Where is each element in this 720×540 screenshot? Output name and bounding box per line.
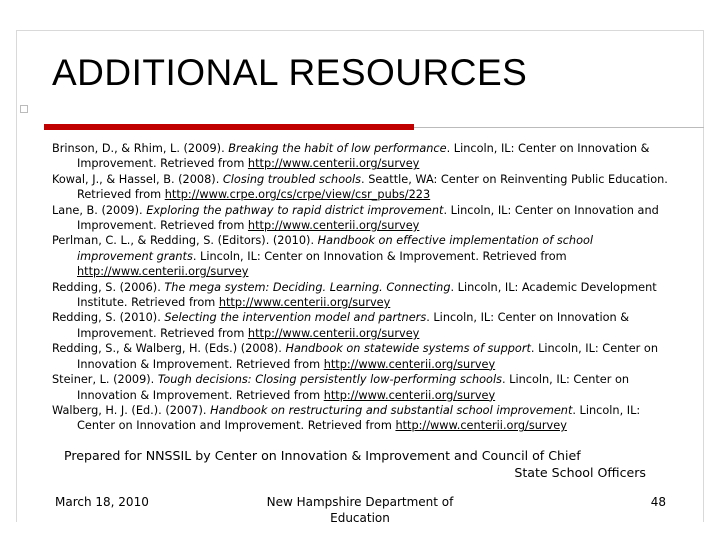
slide-frame-left — [16, 30, 17, 522]
reference-link[interactable]: http://www.centerii.org/survey — [247, 157, 420, 171]
prepared-by-note — [64, 447, 646, 481]
slide-frame-right — [703, 30, 704, 522]
reference-item: Walberg, H. J. (Ed.). (2007). Handbook on restructuring and substantial school improvement. Lincoln, IL: Center on Innovation and Improvement. Retrieved from http://www.centerii.org/survey — [52, 403, 641, 433]
reference-link[interactable]: http://www.centerii.org/survey — [323, 388, 496, 402]
footer-department: New Hampshire Department of Education — [266, 495, 454, 525]
reference-item: Lane, B. (2009). Exploring the pathway to rapid district improvement. Lincoln, IL: Center on Innovation and Improvement. Retrieved from http://www.centerii.org/survey — [52, 203, 659, 233]
slide-title: ADDITIONAL RESOURCES — [52, 52, 528, 93]
title-accent-bar — [44, 124, 414, 130]
reference-item: Brinson, D., & Rhim, L. (2009). Breaking the habit of low performance. Lincoln, IL: Center on Innovation & Improvement. Retrieved from http://www.centerii.org/survey — [52, 142, 650, 171]
footer-page-number: 48 — [650, 495, 666, 509]
reference-link[interactable]: http://www.centerii.org/survey — [77, 265, 249, 279]
prepared-by-line-2: State School Officers — [514, 465, 646, 480]
reference-link[interactable]: http://www.centerii.org/survey — [395, 419, 567, 433]
reference-link[interactable]: http://www.centerii.org/survey — [323, 357, 496, 371]
decorative-square-icon — [20, 105, 28, 113]
footer-date: March 18, 2010 — [55, 495, 149, 509]
reference-item: Redding, S., & Walberg, H. (Eds.) (2008). Handbook on statewide systems of support. Lincoln, IL: Center on Innovation & Improvement. Retrieved from http://www.centerii.org/survey — [52, 342, 658, 371]
reference-link[interactable]: http://www.centerii.org/survey — [247, 326, 420, 340]
reference-link[interactable]: http://www.crpe.org/cs/crpe/view/csr_pubs/223 — [164, 188, 431, 202]
reference-item: Redding, S. (2010). Selecting the intervention model and partners. Lincoln, IL: Center on Innovation & Improvement. Retrieved from http://www.centerii.org/survey — [52, 311, 630, 340]
prepared-by-line-1: Prepared for NNSSIL by Center on Innovation & Improvement and Council of Chief — [64, 448, 581, 463]
slide-frame-top — [16, 30, 704, 31]
reference-item: Redding, S. (2006). The mega system: Deciding. Learning. Connecting. Lincoln, IL: Academic Development Institute. Retrieved from http://www.centerii.org/survey — [52, 280, 657, 310]
reference-item: Steiner, L. (2009). Tough decisions: Closing persistently low-performing schools. Lincoln, IL: Center on Innovation & Improvement. Retrieved from http://www.centerii.org/survey — [52, 373, 630, 402]
reference-item: Perlman, C. L., & Redding, S. (Editors). (2010). Handbook on effective implementation of school improvement grants. Lincoln, IL: Center on Innovation & Improvement. Retrieved from http://www.centerii.org/survey — [52, 234, 594, 279]
reference-link[interactable]: http://www.centerii.org/survey — [218, 296, 391, 310]
reference-link[interactable]: http://www.centerii.org/survey — [247, 219, 420, 233]
reference-item: Kowal, J., & Hassel, B. (2008). Closing troubled schools. Seattle, WA: Center on Reinventing Public Education. Retrieved from http://www.crpe.org/cs/crpe/view/csr_pubs/223 — [52, 172, 668, 202]
reference-list — [52, 141, 668, 434]
